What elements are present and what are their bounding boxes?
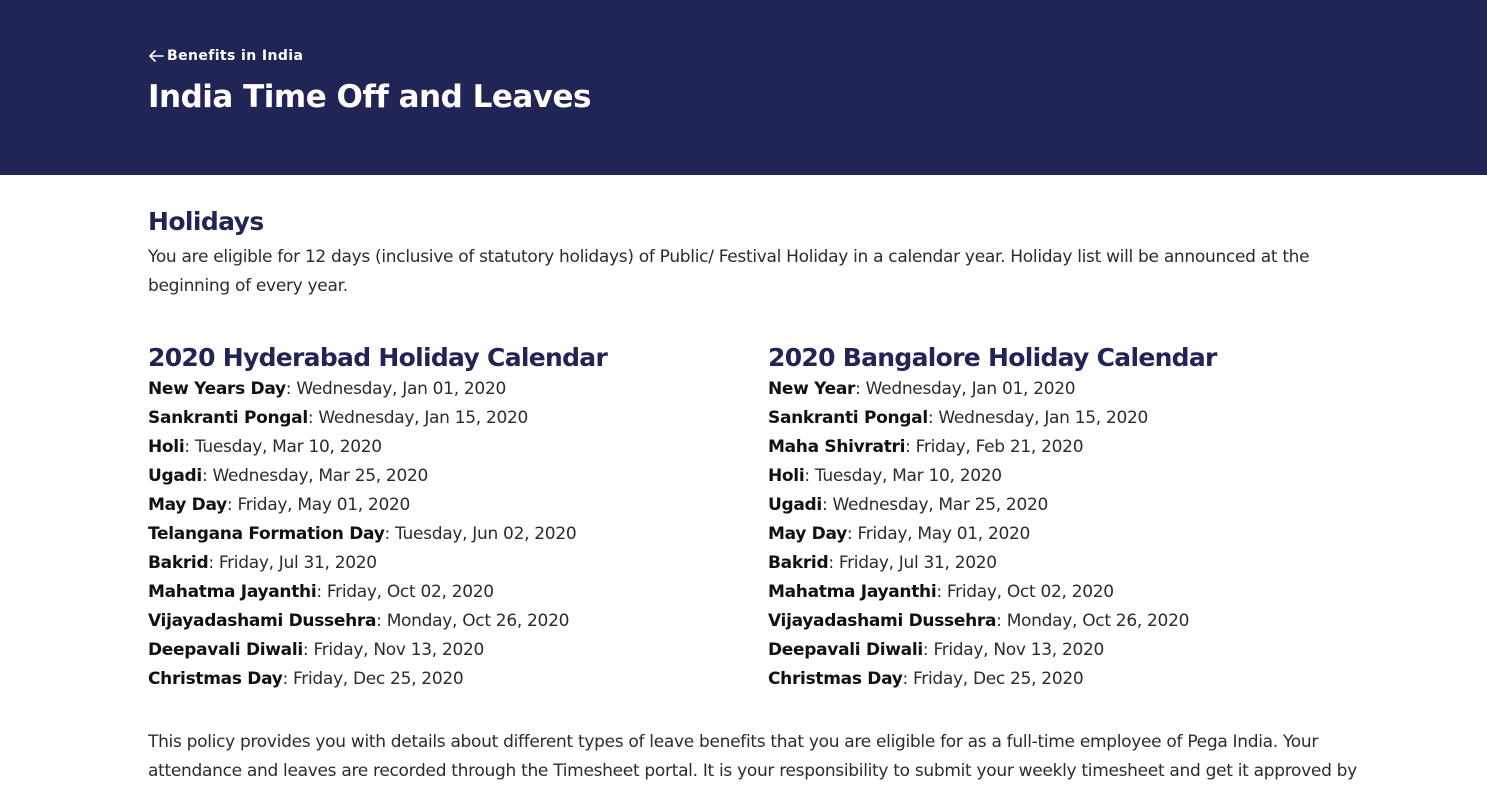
- holiday-date: : Friday, Dec 25, 2020: [902, 669, 1084, 689]
- holiday-item: [148, 462, 768, 491]
- holiday-name: Deepavali Diwali: [148, 640, 303, 660]
- header-content: [148, 46, 591, 117]
- holiday-date: : Monday, Oct 26, 2020: [376, 611, 570, 631]
- holiday-date: : Friday, Oct 02, 2020: [936, 582, 1114, 602]
- holiday-date: : Wednesday, Mar 25, 2020: [821, 495, 1048, 515]
- main-content: [148, 175, 1388, 786]
- holiday-item: [768, 375, 1388, 404]
- holiday-item: [148, 491, 768, 520]
- holiday-item: [768, 578, 1388, 607]
- back-to-benefits-link[interactable]: [148, 46, 303, 66]
- holiday-name: Bakrid: [768, 553, 829, 573]
- bangalore-calendar: [768, 341, 1388, 694]
- holiday-item: [768, 665, 1388, 694]
- holiday-list: [148, 375, 768, 694]
- holiday-item: [768, 607, 1388, 636]
- calendar-title: 2020 Hyderabad Holiday Calendar: [148, 343, 608, 372]
- holiday-date: : Wednesday, Jan 15, 2020: [307, 408, 529, 428]
- holiday-name: New Years Day: [148, 379, 286, 399]
- holiday-item: [768, 433, 1388, 462]
- holiday-name: Sankranti Pongal: [768, 408, 928, 428]
- holiday-name: May Day: [768, 524, 847, 544]
- holiday-date: : Friday, Nov 13, 2020: [922, 640, 1105, 660]
- holiday-name: May Day: [148, 495, 227, 515]
- back-link-label: Benefits in India: [167, 48, 304, 64]
- holiday-item: [148, 549, 768, 578]
- holiday-item: [148, 578, 768, 607]
- holiday-item: [148, 520, 768, 549]
- holiday-date: : Tuesday, Jun 02, 2020: [384, 524, 577, 544]
- holiday-date: : Friday, Feb 21, 2020: [905, 437, 1084, 457]
- holiday-name: Vijayadashami Dussehra: [148, 611, 377, 631]
- holiday-name: Bakrid: [148, 553, 209, 573]
- holiday-item: [768, 636, 1388, 665]
- holiday-name: Vijayadashami Dussehra: [768, 611, 997, 631]
- page-header: [0, 0, 1487, 175]
- holiday-item: [768, 520, 1388, 549]
- holiday-date: : Wednesday, Jan 01, 2020: [285, 379, 506, 399]
- holiday-name: Mahatma Jayanthi: [148, 582, 317, 602]
- holiday-list: [768, 375, 1388, 694]
- holiday-name: Ugadi: [148, 466, 202, 486]
- holiday-name: Maha Shivratri: [768, 437, 906, 457]
- holiday-item: [148, 433, 768, 462]
- calendar-title: 2020 Bangalore Holiday Calendar: [768, 343, 1217, 372]
- holiday-date: : Friday, May 01, 2020: [226, 495, 411, 515]
- holiday-item: [148, 375, 768, 404]
- page-title: India Time Off and Leaves: [148, 79, 591, 115]
- holiday-date: : Wednesday, Jan 01, 2020: [855, 379, 1076, 399]
- holiday-name: Mahatma Jayanthi: [768, 582, 937, 602]
- holiday-name: Christmas Day: [148, 669, 283, 689]
- holiday-date: : Friday, Jul 31, 2020: [828, 553, 997, 573]
- holiday-item: [148, 665, 768, 694]
- holiday-name: Ugadi: [768, 495, 822, 515]
- holiday-date: : Wednesday, Mar 25, 2020: [201, 466, 428, 486]
- holiday-date: : Friday, Jul 31, 2020: [208, 553, 377, 573]
- holiday-date: : Monday, Oct 26, 2020: [996, 611, 1190, 631]
- holiday-date: : Friday, Nov 13, 2020: [302, 640, 485, 660]
- holiday-item: [148, 636, 768, 665]
- holiday-item: [148, 404, 768, 433]
- holiday-name: Holi: [148, 437, 185, 457]
- holiday-item: [148, 607, 768, 636]
- leave-policy-text: This policy provides you with details about different types of leave benefits that you are eligible for as a full-time employee of Pega India. Your attendance and leaves are recorded through the Timesheet portal. It is your responsibility to submit your weekly timesheet and get it approved by: [148, 732, 1357, 781]
- holiday-name: New Year: [768, 379, 856, 399]
- holiday-item: [768, 491, 1388, 520]
- holiday-calendars: [148, 341, 1388, 694]
- holiday-date: : Friday, Oct 02, 2020: [316, 582, 494, 602]
- holiday-item: [768, 404, 1388, 433]
- holiday-name: Telangana Formation Day: [148, 524, 385, 544]
- holiday-name: Holi: [768, 466, 805, 486]
- holidays-intro: You are eligible for 12 days (inclusive of statutory holidays) of Public/ Festival Holiday in a calendar year. Holiday list will be announced at the beginning of every year.: [148, 247, 1310, 296]
- holiday-date: : Friday, Dec 25, 2020: [282, 669, 464, 689]
- hyderabad-calendar: [148, 341, 768, 694]
- holiday-item: [768, 549, 1388, 578]
- holiday-name: Sankranti Pongal: [148, 408, 308, 428]
- holiday-name: Deepavali Diwali: [768, 640, 923, 660]
- holiday-date: : Tuesday, Mar 10, 2020: [184, 437, 382, 457]
- arrow-left-icon: [148, 49, 164, 63]
- holiday-item: [768, 462, 1388, 491]
- holidays-heading: Holidays: [148, 207, 264, 236]
- holiday-date: : Friday, May 01, 2020: [846, 524, 1031, 544]
- holiday-name: Christmas Day: [768, 669, 903, 689]
- holiday-date: : Tuesday, Mar 10, 2020: [804, 466, 1002, 486]
- holiday-date: : Wednesday, Jan 15, 2020: [927, 408, 1149, 428]
